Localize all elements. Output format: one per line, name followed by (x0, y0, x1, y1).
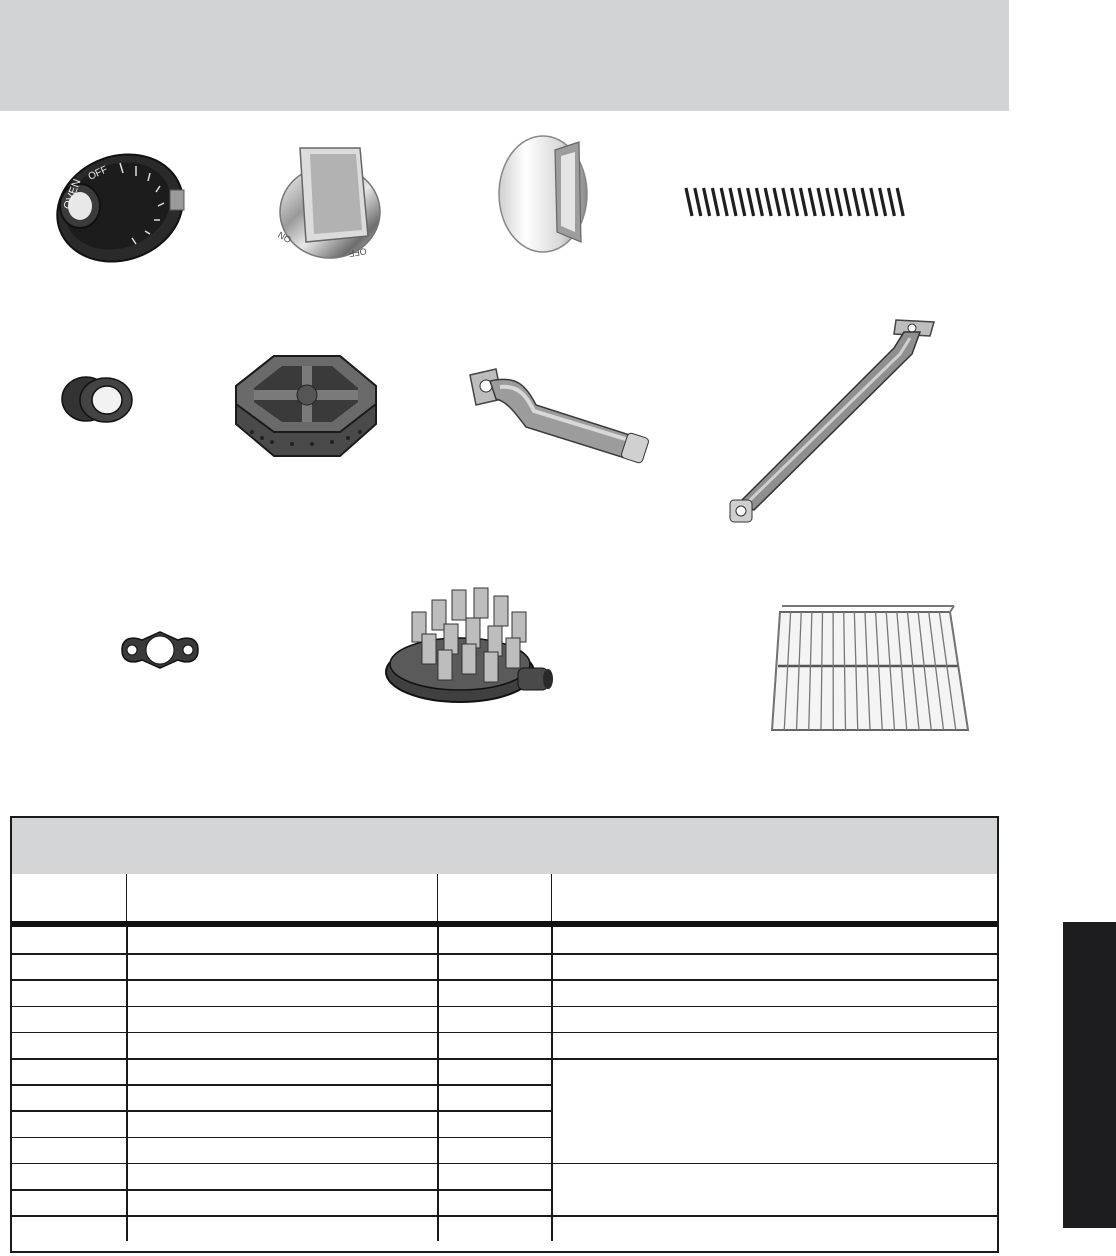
table-title-band (12, 818, 997, 874)
section-side-tab (1063, 922, 1116, 1228)
dial-knob-icon (50, 148, 190, 268)
spring-coil (818, 188, 824, 216)
flange-gasket-icon (108, 626, 212, 674)
spring-coil (844, 188, 850, 216)
spring-coil (695, 188, 701, 216)
spring-coil (853, 188, 859, 216)
burner-jet (474, 588, 488, 618)
spring-coil (792, 188, 798, 216)
burner-jet (422, 634, 436, 664)
row-divider (12, 979, 997, 981)
spring-coil (836, 188, 842, 216)
round-knob-icon (495, 132, 595, 256)
header-col-2 (126, 874, 438, 922)
spring-coil (712, 188, 718, 216)
jet-burner-icon (382, 572, 554, 710)
row-divider (12, 1215, 997, 1217)
column-divider (551, 927, 553, 1241)
spring-coil (765, 188, 771, 216)
row-divider (12, 1189, 551, 1191)
bent-tube-icon (456, 355, 662, 467)
spring-coil (827, 188, 833, 216)
burner-jet (452, 590, 466, 620)
coil-spring-icon (680, 184, 908, 220)
row-divider (12, 1163, 997, 1165)
row-divider (12, 1006, 997, 1008)
spring-coil (774, 188, 780, 216)
row-divider (12, 1137, 551, 1139)
spring-coil (721, 188, 727, 216)
wire-rack-icon (768, 604, 972, 736)
row-divider (12, 1058, 997, 1060)
column-divider (126, 927, 128, 1241)
spring-coil (748, 188, 754, 216)
octagon-burner-icon (232, 352, 380, 460)
chrome-knob-icon (270, 140, 390, 262)
spring-coil (704, 188, 710, 216)
long-tube-icon (724, 314, 946, 530)
row-divider (12, 953, 997, 955)
burner-jet (484, 652, 498, 682)
burner-jet (506, 638, 520, 668)
header-rule (12, 921, 997, 927)
burner-jet (438, 650, 452, 680)
spring-coil (888, 188, 894, 216)
spring-coil (809, 188, 815, 216)
knob-on-label: ON (276, 229, 293, 245)
header-band (0, 0, 1009, 111)
header-col-4 (551, 874, 997, 922)
spring-coil (783, 188, 789, 216)
header-col-1 (12, 874, 127, 922)
spring-coil (730, 188, 736, 216)
spring-coil (871, 188, 877, 216)
spring-coil (862, 188, 868, 216)
burner-jet (462, 644, 476, 674)
dial-off-label: OFF (86, 164, 110, 183)
knob-off-label: OFF (347, 246, 368, 260)
header-col-3 (437, 874, 552, 922)
parts-table (10, 816, 999, 1253)
row-divider (12, 1032, 997, 1034)
row-divider (12, 1084, 551, 1086)
spring-coil (800, 188, 806, 216)
dial-oven-label: OVEN (61, 177, 84, 212)
column-divider (437, 927, 439, 1241)
spring-coil (686, 188, 692, 216)
spring-coil (880, 188, 886, 216)
burner-jet (494, 596, 508, 626)
grommet-icon (58, 375, 134, 425)
spring-coil (897, 188, 903, 216)
spring-coil (756, 188, 762, 216)
row-divider (12, 1110, 551, 1112)
spring-coil (739, 188, 745, 216)
